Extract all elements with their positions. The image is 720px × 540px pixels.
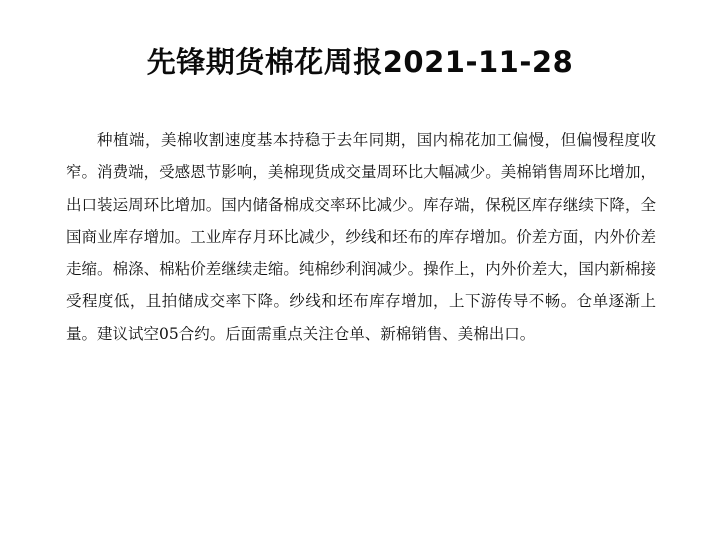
page-title: 先锋期货棉花周报2021-11-28 xyxy=(146,45,574,79)
document-body xyxy=(46,124,674,350)
body-paragraph: 种植端，美棉收割速度基本持稳于去年同期，国内棉花加工偏慢，但偏慢程度收窄。消费端，受感恩节影响，美棉现货成交量周环比大幅减少。美棉销售周环比增加，出口装运周环比增加。国内储备棉成交率环比减少。库存端，保税区库存继续下降，全国商业库存增加。工业库存月环比减少，纱线和坯布的库存增加。价差方面，内外价差走缩。棉涤、棉粘价差继续走缩。纯棉纱利润减少。操作上，内外价差大，国内新棉接受程度低，且拍储成交率下降。纱线和坯布库存增加，上下游传导不畅。仓单逐渐上量。建议试空05合约。后面需重点关注仓单、新棉销售、美棉出口。 xyxy=(66,131,656,343)
